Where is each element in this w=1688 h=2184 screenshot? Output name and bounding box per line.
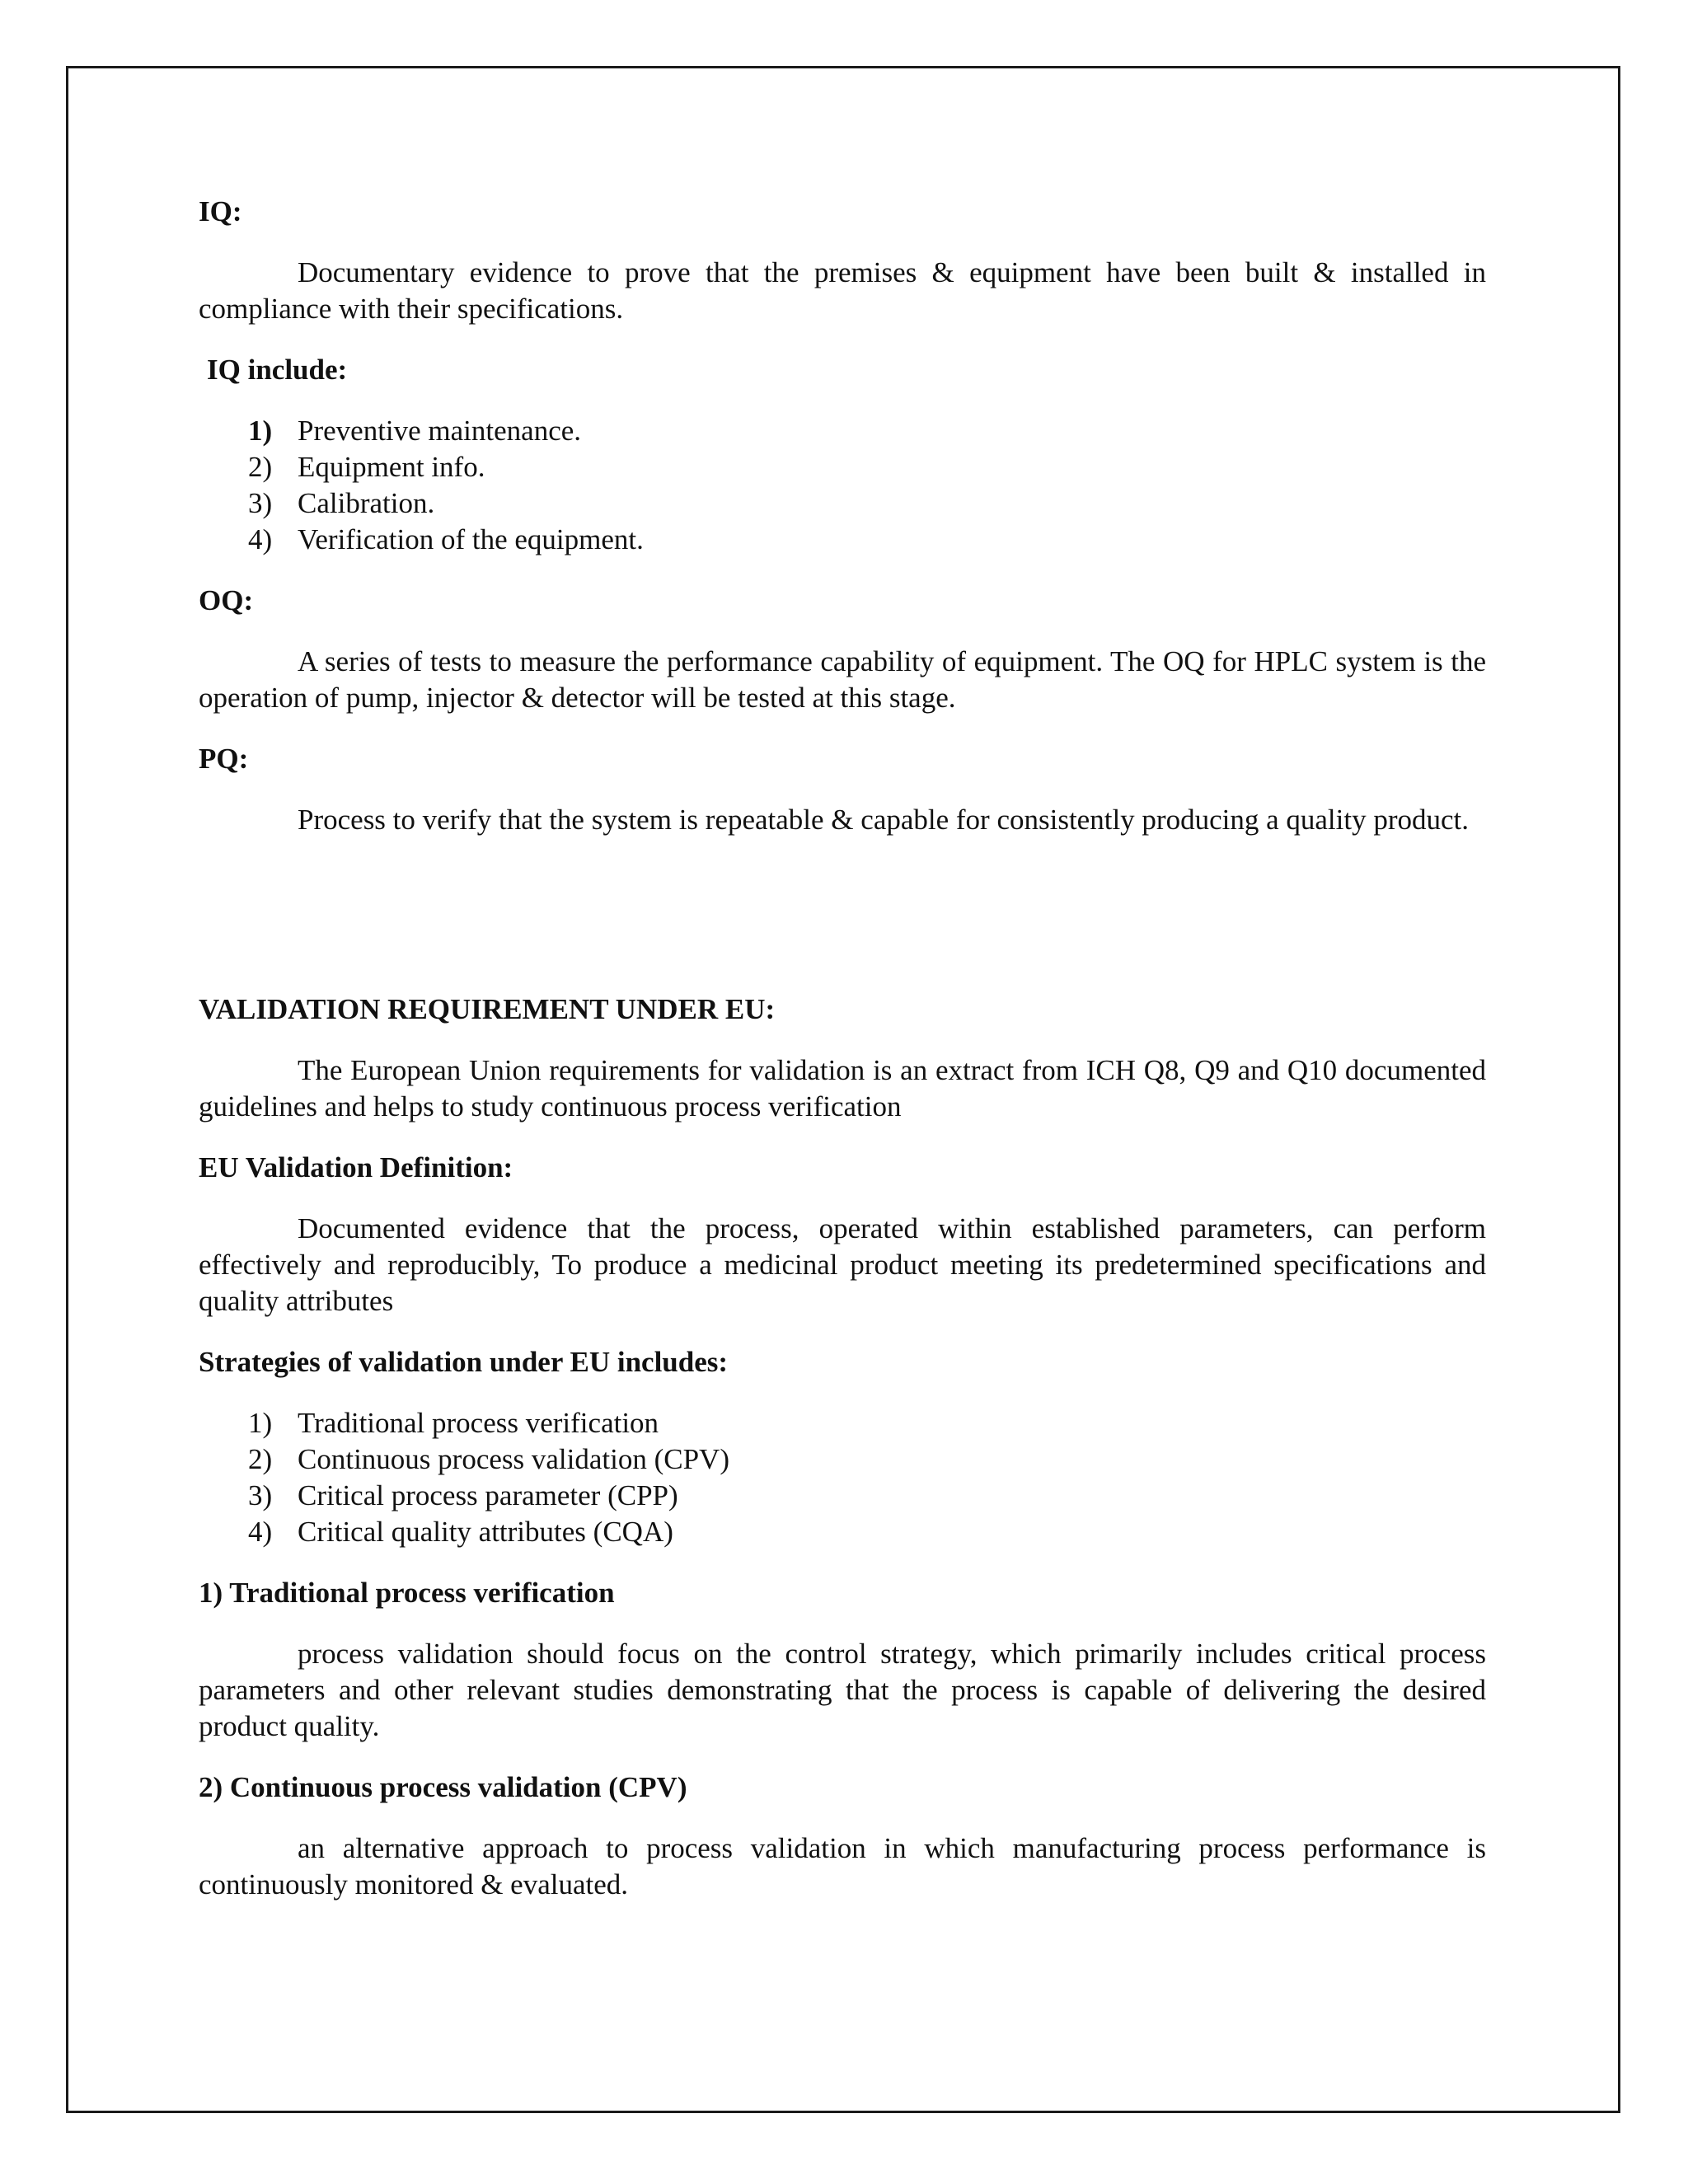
traditional-paragraph: process validation should focus on the control strategy, which primarily includes critical process parameters and other relevant studies demonstrating that the process is capable of delivering the desired product quality. — [199, 1638, 1486, 1742]
oq-heading: OQ: — [199, 584, 254, 616]
list-item — [199, 449, 1486, 485]
eu-definition-heading: EU Validation Definition: — [199, 1151, 513, 1183]
list-text: Calibration. — [298, 487, 435, 519]
oq-paragraph: A series of tests to measure the performance capability of equipment. The OQ for HPLC system is the operation of pump, injector & detector will be tested at this stage. — [199, 645, 1486, 714]
list-item — [199, 413, 1486, 449]
list-number: 4) — [248, 1516, 273, 1548]
list-item — [199, 522, 1486, 558]
list-item — [199, 1405, 1486, 1441]
list-item — [199, 1478, 1486, 1514]
eu-heading: VALIDATION REQUIREMENT UNDER EU: — [199, 993, 776, 1025]
list-item — [199, 1441, 1486, 1478]
iq-paragraph: Documentary evidence to prove that the premises & equipment have been built & installed in compliance with their specifications. — [199, 256, 1486, 325]
list-number: 2) — [248, 451, 273, 483]
list-text: Continuous process validation (CPV) — [298, 1443, 729, 1475]
list-text: Traditional process verification — [298, 1407, 659, 1439]
traditional-heading: 1) Traditional process verification — [199, 1577, 615, 1609]
pq-heading: PQ: — [199, 743, 249, 775]
eu-strategies-list — [199, 1405, 1486, 1550]
list-number: 4) — [248, 523, 273, 555]
eu-paragraph: The European Union requirements for validation is an extract from ICH Q8, Q9 and Q10 documented guidelines and helps to study continuous process verification — [199, 1054, 1486, 1122]
cpv-paragraph: an alternative approach to process validation in which manufacturing process performance is continuously monitored & evaluated. — [199, 1832, 1486, 1900]
list-number: 3) — [248, 1479, 273, 1511]
list-text: Preventive maintenance. — [298, 415, 582, 447]
cpv-heading: 2) Continuous process validation (CPV) — [199, 1771, 687, 1803]
list-number: 1) — [248, 1407, 273, 1439]
iq-include-heading: IQ include: — [207, 354, 348, 386]
list-number: 2) — [248, 1443, 273, 1475]
list-text: Critical process parameter (CPP) — [298, 1479, 678, 1511]
list-text: Equipment info. — [298, 451, 485, 483]
list-text: Critical quality attributes (CQA) — [298, 1516, 673, 1548]
list-number: 1) — [248, 415, 273, 447]
list-item — [199, 485, 1486, 522]
list-text: Verification of the equipment. — [298, 523, 644, 555]
list-number: 3) — [248, 487, 273, 519]
eu-strategies-heading: Strategies of validation under EU includes: — [199, 1346, 729, 1378]
eu-definition-paragraph: Documented evidence that the process, operated within established parameters, can perform effectively and reproducibly, To produce a medicinal product meeting its predetermined specifications and quality attributes — [199, 1212, 1486, 1317]
list-item — [199, 1514, 1486, 1550]
pq-paragraph: Process to verify that the system is repeatable & capable for consistently producing a quality product. — [298, 804, 1469, 836]
iq-include-list — [199, 413, 1486, 558]
document-body — [199, 194, 1486, 1903]
iq-heading: IQ: — [199, 195, 242, 227]
